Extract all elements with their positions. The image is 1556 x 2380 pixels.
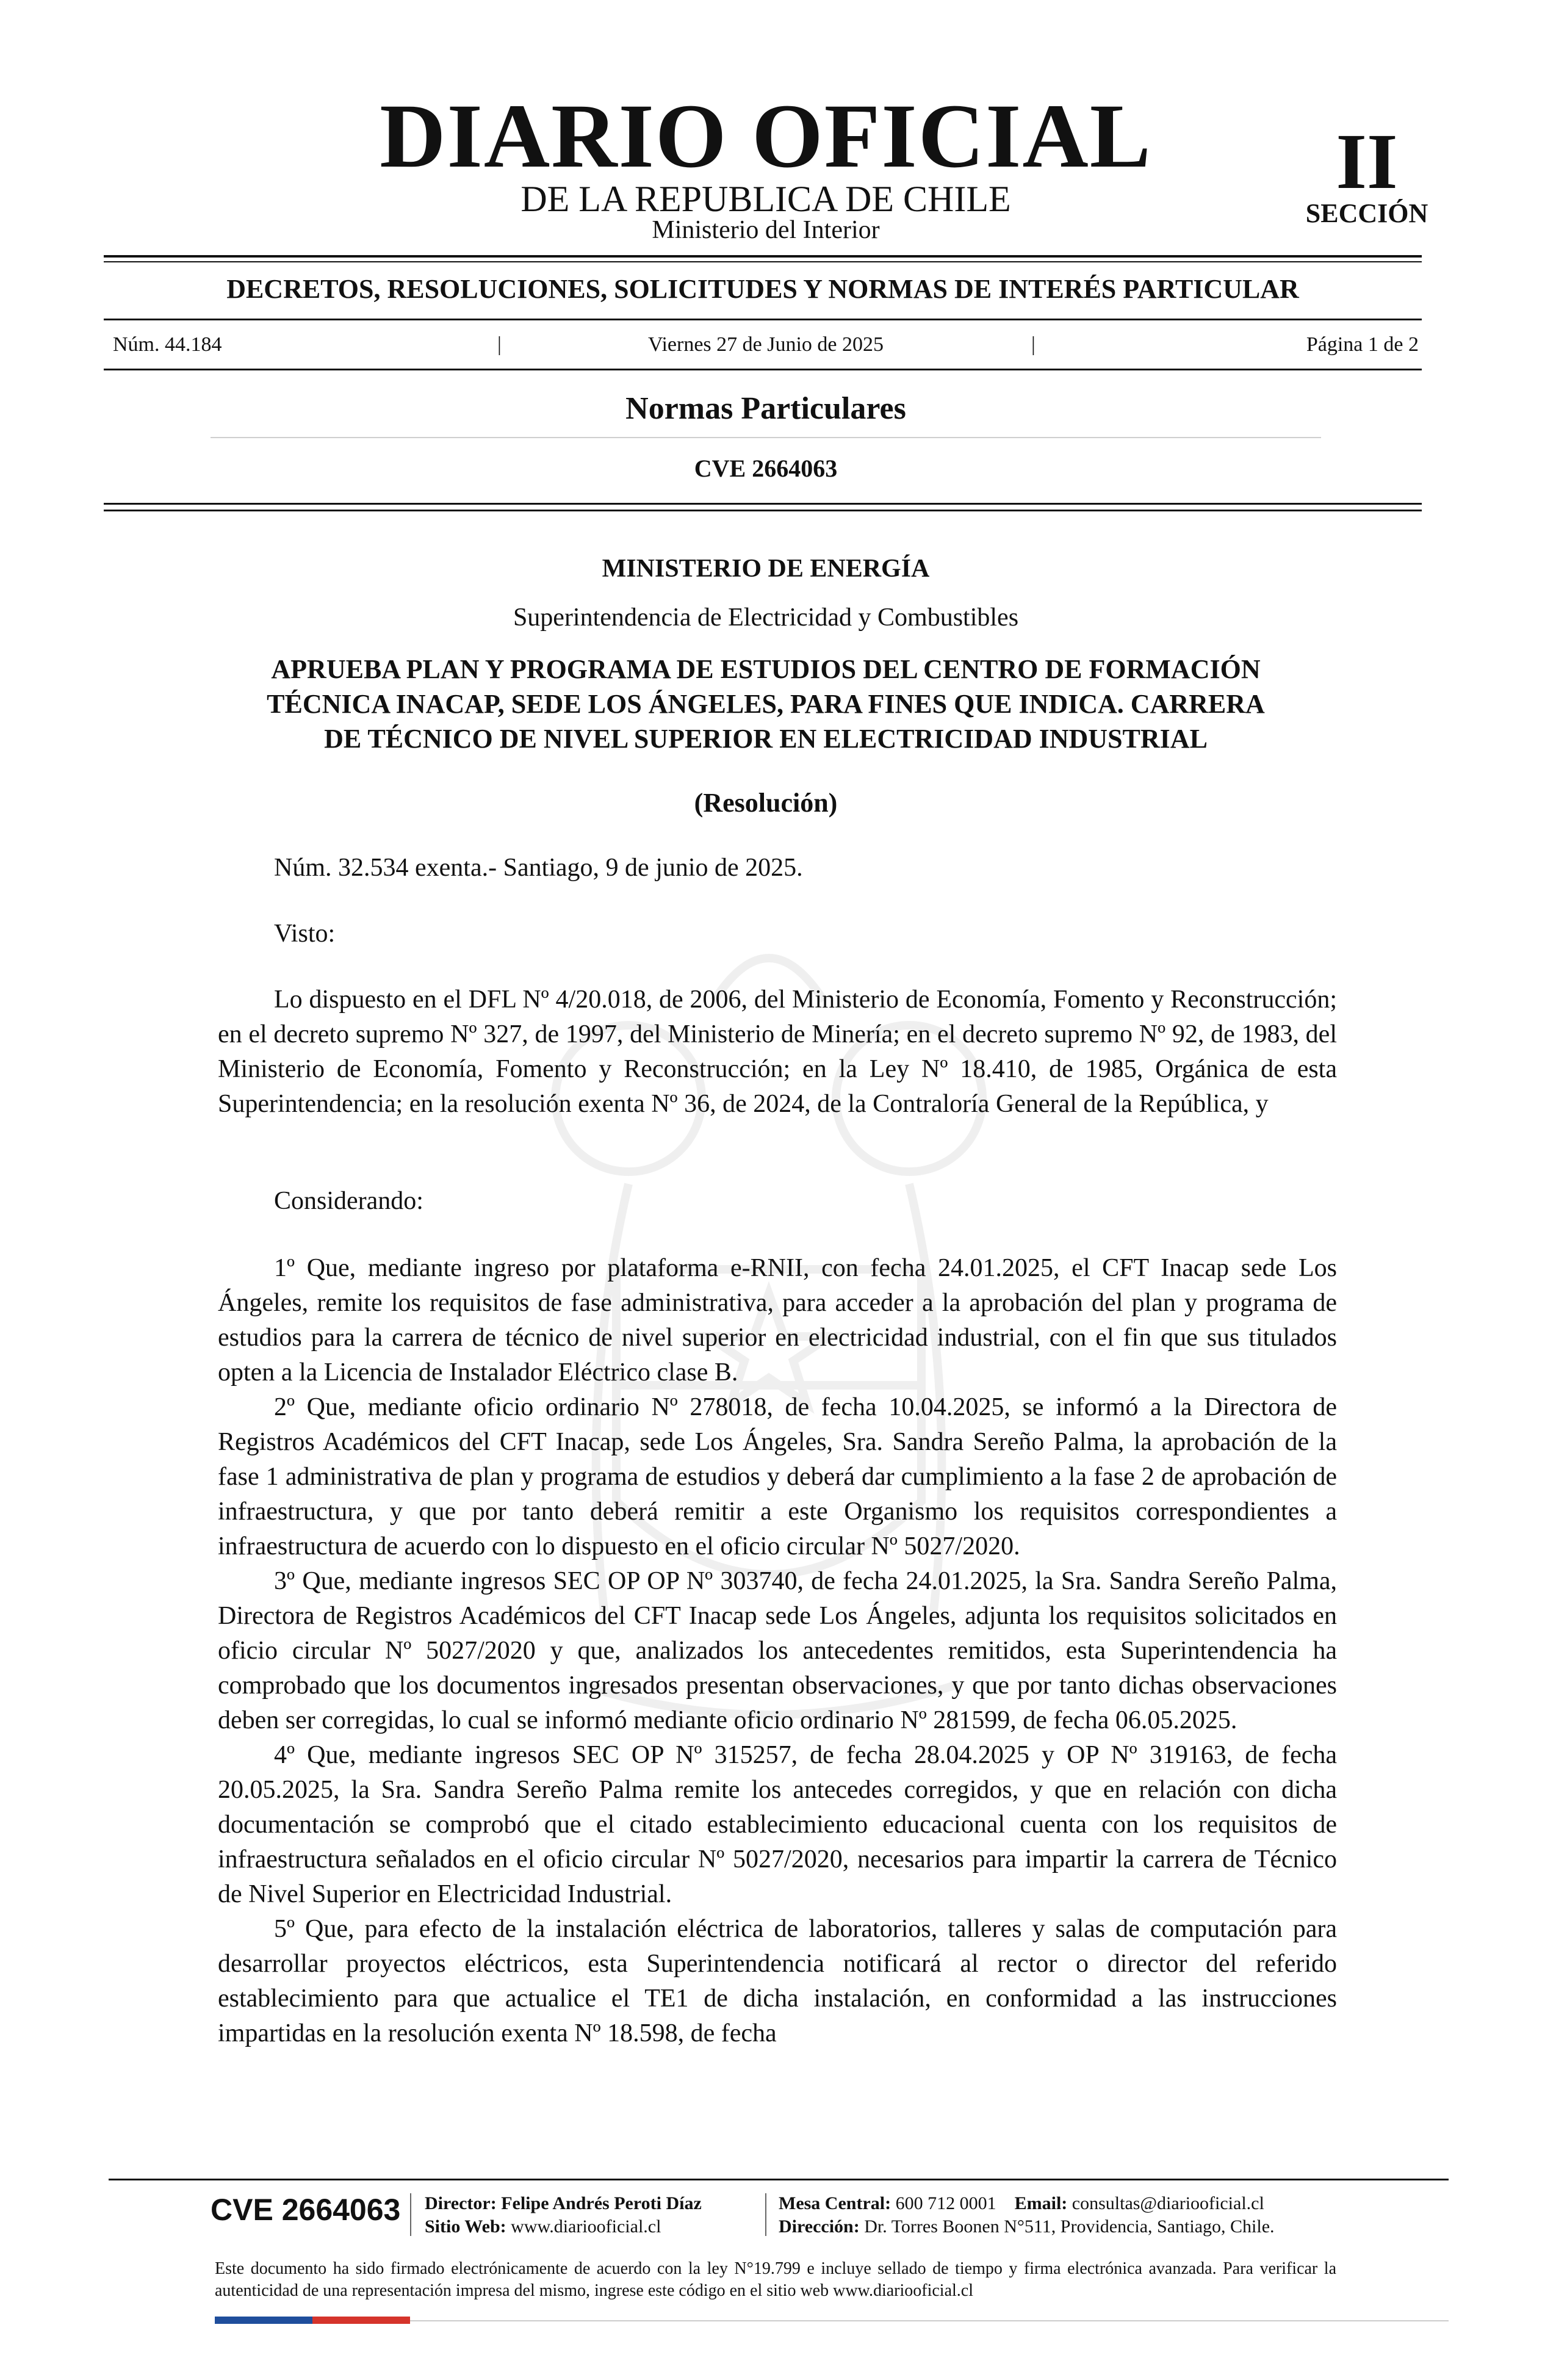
resolution-title-line: APRUEBA PLAN Y PROGRAMA DE ESTUDIOS DEL CENTRO DE FORMACIÓN [271,654,1261,684]
edition-rule [104,369,1422,370]
considerando-paragraph: 2º Que, mediante oficio ordinario Nº 278018, de fecha 10.04.2025, se informó a la Directora de Registros Académicos del CFT Inacap, sede Los Ángeles, Sra. Sandra Sereño Palma, la aprobación de la fase 1 administrativa de plan y programa de estudios y deberá dar cumplimiento a la fase 2 de aprobación de infraestructura, y que por tanto deberá remitir a este Organismo los requisitos correspondientes a infraestructura de acuerdo con lo dispuesto en el oficio circular Nº 5027/2020. [218,1393,1337,1560]
visto-text: Lo dispuesto en el DFL Nº 4/20.018, de 2006, del Ministerio de Economía, Fomento y Reconstrucción; en el decreto supremo Nº 327, de 1997, del Ministerio de Minería; en el decreto supremo Nº 92, de 1983, del Ministerio de Economía, Fomento y Reconstrucción; en la Ley Nº 18.410, de 1985, Orgánica de esta Superintendencia; en la resolución exenta Nº 36, de 2024, de la Contraloría General de la República, y [218,986,1337,1118]
resolution-title-line: TÉCNICA INACAP, SEDE LOS ÁNGELES, PARA FINES QUE INDICA. CARRERA [267,689,1265,719]
resolution-title-line: DE TÉCNICO DE NIVEL SUPERIOR EN ELECTRICIDAD INDUSTRIAL [324,724,1208,754]
edition-number: Núm. 44.184 [113,333,222,356]
website-label: Sitio Web: [425,2216,506,2237]
flag-stripe-blue [215,2317,312,2324]
considerando-label: Considerando: [274,1187,423,1215]
email-label: Email: [1014,2193,1068,2213]
visto-paragraph [218,983,1337,1122]
document-type: (Resolución) [694,788,838,818]
masthead-rule [104,255,1422,258]
cve-code: CVE 2664063 [694,455,838,482]
section-label: SECCIÓN [1305,198,1428,228]
address-label: Dirección: [779,2216,860,2237]
footer-rule [109,2179,1449,2180]
considerandos-list [218,1251,1337,2051]
resolution-title [183,652,1349,756]
considerando-paragraph: 4º Que, mediante ingresos SEC OP Nº 315257, de fecha 28.04.2025 y OP Nº 319163, de fecha 20.05.2025, la Sra. Sandra Sereño Palma remite los antecedes corregidos, y que en relación con dicha documentación se comprobó que el citado establecimiento educacional cuenta con los requisitos de infraestructura señalados en el oficio circular Nº 5027/2020, necesarios para impartir la carrera de Técnico de Nivel Superior en Electricidad Industrial. [218,1741,1337,1908]
footer-contact-block [779,2192,1275,2238]
footer-divider [410,2193,411,2236]
footer-divider [765,2193,766,2236]
issuing-ministry: MINISTERIO DE ENERGÍA [602,555,930,583]
edition-separator: | [1031,333,1036,356]
edition-separator: | [497,333,502,356]
website-link[interactable]: www.diariooficial.cl [511,2216,661,2237]
issuing-agency: Superintendencia de Electricidad y Combustibles [513,604,1019,632]
masthead-subtitle: DE LA REPUBLICA DE CHILE [520,179,1011,219]
visto-label: Visto: [274,920,336,948]
edition-date: Viernes 27 de Junio de 2025 [647,333,884,356]
resolution-number: Núm. 32.534 exenta.- Santiago, 9 de junio de 2025. [274,854,803,882]
email-link[interactable]: consultas@diariooficial.cl [1072,2193,1264,2213]
edition-page: Página 1 de 2 [1306,333,1419,356]
section-title-rule [211,437,1321,438]
electronic-signature-note: Este documento ha sido firmado electrónicamente de acuerdo con la ley N°19.799 e incluye sellado de tiempo y firma electrónica avanzada. Para verificar la autenticidad de una representación impresa del mismo, ingrese este código en el sitio web www.diariooficial.cl [215,2259,1336,2300]
section-title: Normas Particulares [625,391,906,426]
director-label: Director: [425,2193,497,2213]
edition-bar [113,333,1419,358]
considerando-paragraph: 5º Que, para efecto de la instalación eléctrica de laboratorios, talleres y salas de computación para desarrollar proyectos eléctricos, esta Superintendencia notificará al rector o director del referido establecimiento para que actualice el TE1 de dicha instalación, en conformidad a las instrucciones impartidas en la resolución exenta Nº 18.598, de fecha [218,1915,1337,2047]
masthead-title: DIARIO OFICIAL [380,85,1152,187]
masthead-rule-thin [104,261,1422,262]
phone-value: 600 712 0001 [895,2193,996,2213]
header-double-rule [104,503,1422,511]
section-banner: DECRETOS, RESOLUCIONES, SOLICITUDES Y NORMAS DE INTERÉS PARTICULAR [226,274,1299,304]
flag-stripe-red [312,2317,410,2324]
director-name: Felipe Andrés Peroti Díaz [501,2193,702,2213]
footer-director-block [425,2192,702,2238]
section-number: II [1336,118,1398,206]
address-value: Dr. Torres Boonen N°511, Providencia, Santiago, Chile. [864,2216,1275,2237]
considerando-paragraph: 3º Que, mediante ingresos SEC OP OP Nº 303740, de fecha 24.01.2025, la Sra. Sandra Sereño Palma, Directora de Registros Académicos del CFT Inacap sede Los Ángeles, adjunta los requisitos solicitados en oficio circular Nº 5027/2020 y que, analizados los antecedentes remitidos, esta Superintendencia ha comprobado que los documentos ingresados presentan observaciones, y que por tanto dichas observaciones deben ser corregidas, lo cual se informó mediante oficio ordinario Nº 281599, de fecha 06.05.2025. [218,1567,1337,1734]
phone-label: Mesa Central: [779,2193,891,2213]
footer-cve-code: CVE 2664063 [211,2193,401,2227]
masthead-ministry: Ministerio del Interior [652,216,880,244]
banner-rule [104,319,1422,320]
considerando-paragraph: 1º Que, mediante ingreso por plataforma e-RNII, con fecha 24.01.2025, el CFT Inacap sede Los Ángeles, remite los requisitos de fase administrativa, para acceder a la aprobación del plan y programa de estudios para la carrera de técnico de nivel superior en electricidad industrial, con el fin que sus titulados opten a la Licencia de Instalador Eléctrico clase B. [218,1254,1337,1387]
